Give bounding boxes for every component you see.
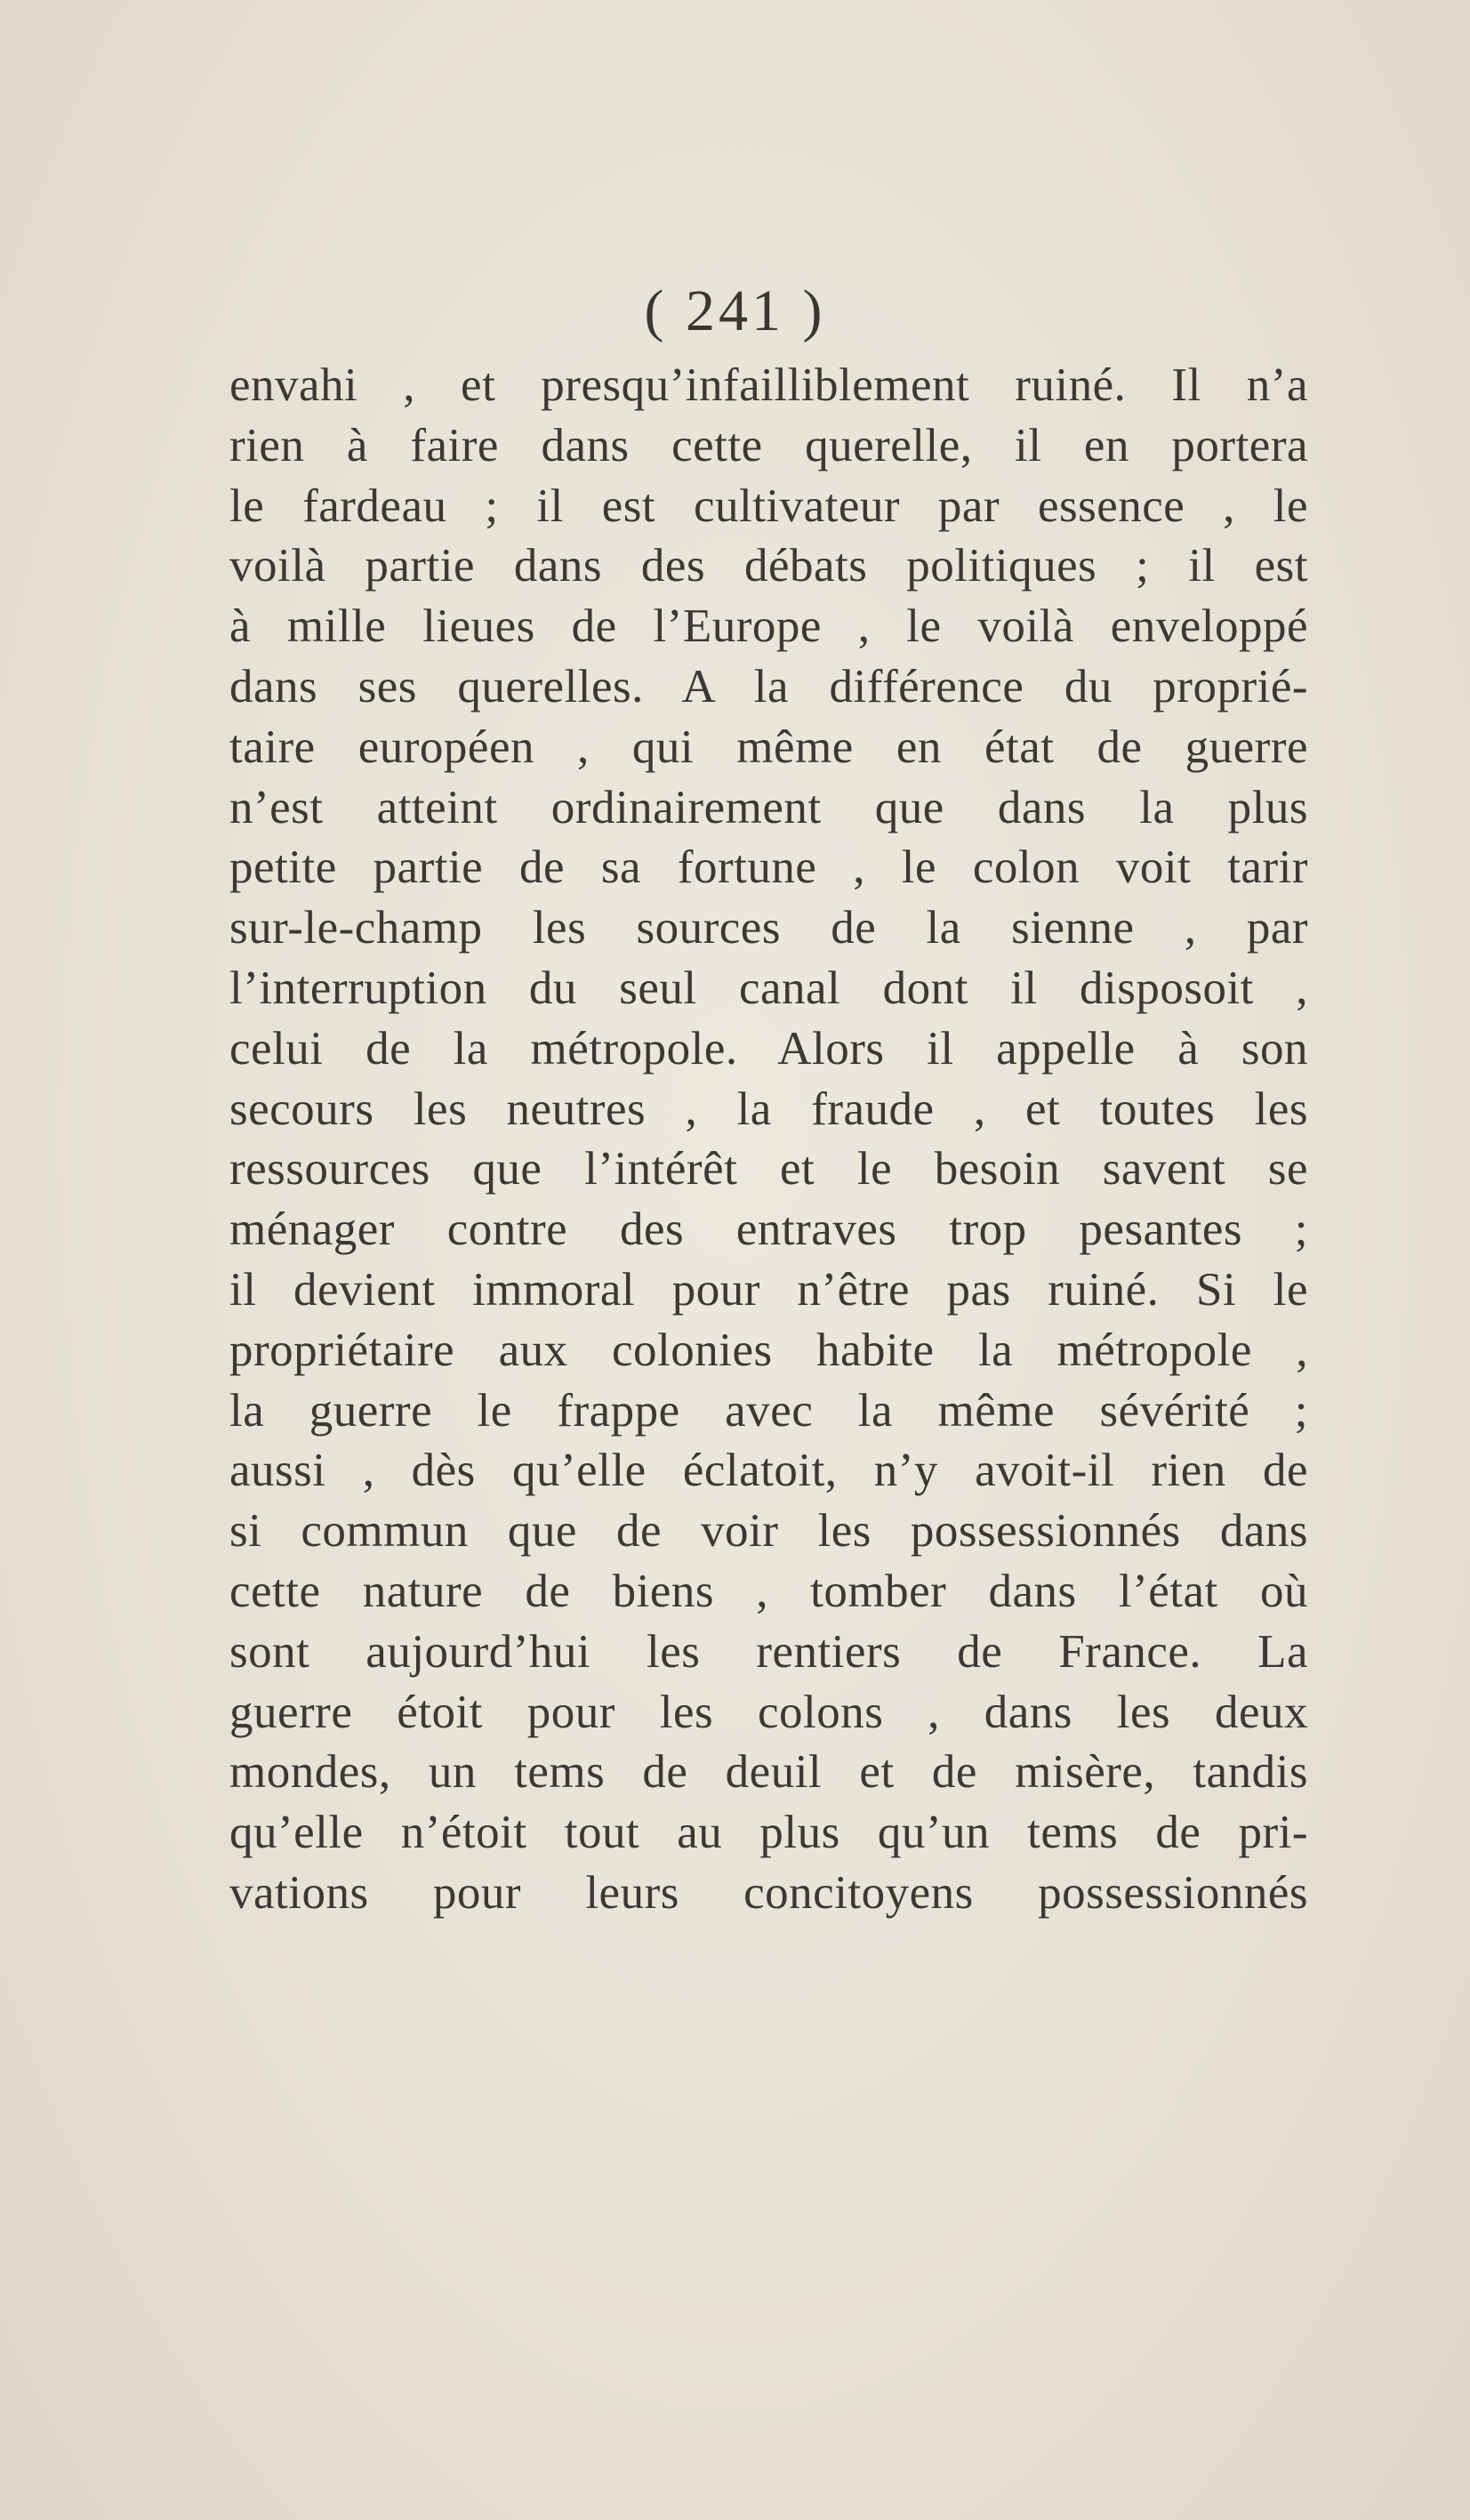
text-line-12: celui de la métropole. Alors il appelle à son <box>229 1022 1308 1075</box>
page-number-header: ( 241 ) <box>644 278 826 343</box>
text-line-3: le fardeau ; il est cultivateur par essence , le <box>229 479 1308 532</box>
text-line-25: qu’elle n’étoit tout au plus qu’un tems de pri- <box>229 1807 1308 1859</box>
text-line-1: envahi , et presqu’infailliblement ruiné. Il n’a <box>229 359 1308 411</box>
text-line-13: secours les neutres , la fraude , et toutes les <box>229 1083 1308 1135</box>
text-line-19: aussi , dès qu’elle éclatoit, n’y avoit-il rien de <box>229 1445 1308 1497</box>
text-line-16: il devient immoral pour n’être pas ruiné. Si le <box>229 1263 1308 1316</box>
text-line-8: n’est atteint ordinairement que dans la plus <box>229 781 1308 833</box>
text-line-4: voilà partie dans des débats politiques ; il est <box>229 540 1308 592</box>
text-line-7: taire européen , qui même en état de guerre <box>229 721 1308 773</box>
text-line-26: vations pour leurs concitoyens possessionnés <box>229 1866 1308 1919</box>
body-text <box>229 356 1308 1924</box>
text-line-20: si commun que de voir les possessionnés dans <box>229 1505 1308 1558</box>
text-line-5: à mille lieues de l’Europe , le voilà enveloppé <box>229 600 1308 653</box>
text-line-14: ressources que l’intérêt et le besoin savent se <box>229 1143 1308 1196</box>
text-line-22: sont aujourd’hui les rentiers de France. La <box>229 1625 1308 1678</box>
text-line-24: mondes, un tems de deuil et de misère, tandis <box>229 1746 1308 1799</box>
text-line-10: sur-le-champ les sources de la sienne , par <box>229 902 1308 954</box>
text-line-15: ménager contre des entraves trop pesantes ; <box>229 1204 1308 1256</box>
text-line-11: l’interruption du seul canal dont il disposoit , <box>229 962 1308 1014</box>
text-line-18: la guerre le frappe avec la même sévérité ; <box>229 1384 1308 1437</box>
text-line-9: petite partie de sa fortune , le colon voit tarir <box>229 841 1308 894</box>
text-line-2: rien à faire dans cette querelle, il en portera <box>229 419 1308 471</box>
text-line-21: cette nature de biens , tomber dans l’état où <box>229 1565 1308 1617</box>
text-line-23: guerre étoit pour les colons , dans les deux <box>229 1686 1308 1738</box>
text-line-17: propriétaire aux colonies habite la métropole , <box>229 1324 1308 1376</box>
text-line-6: dans ses querelles. A la différence du proprié- <box>229 660 1308 713</box>
